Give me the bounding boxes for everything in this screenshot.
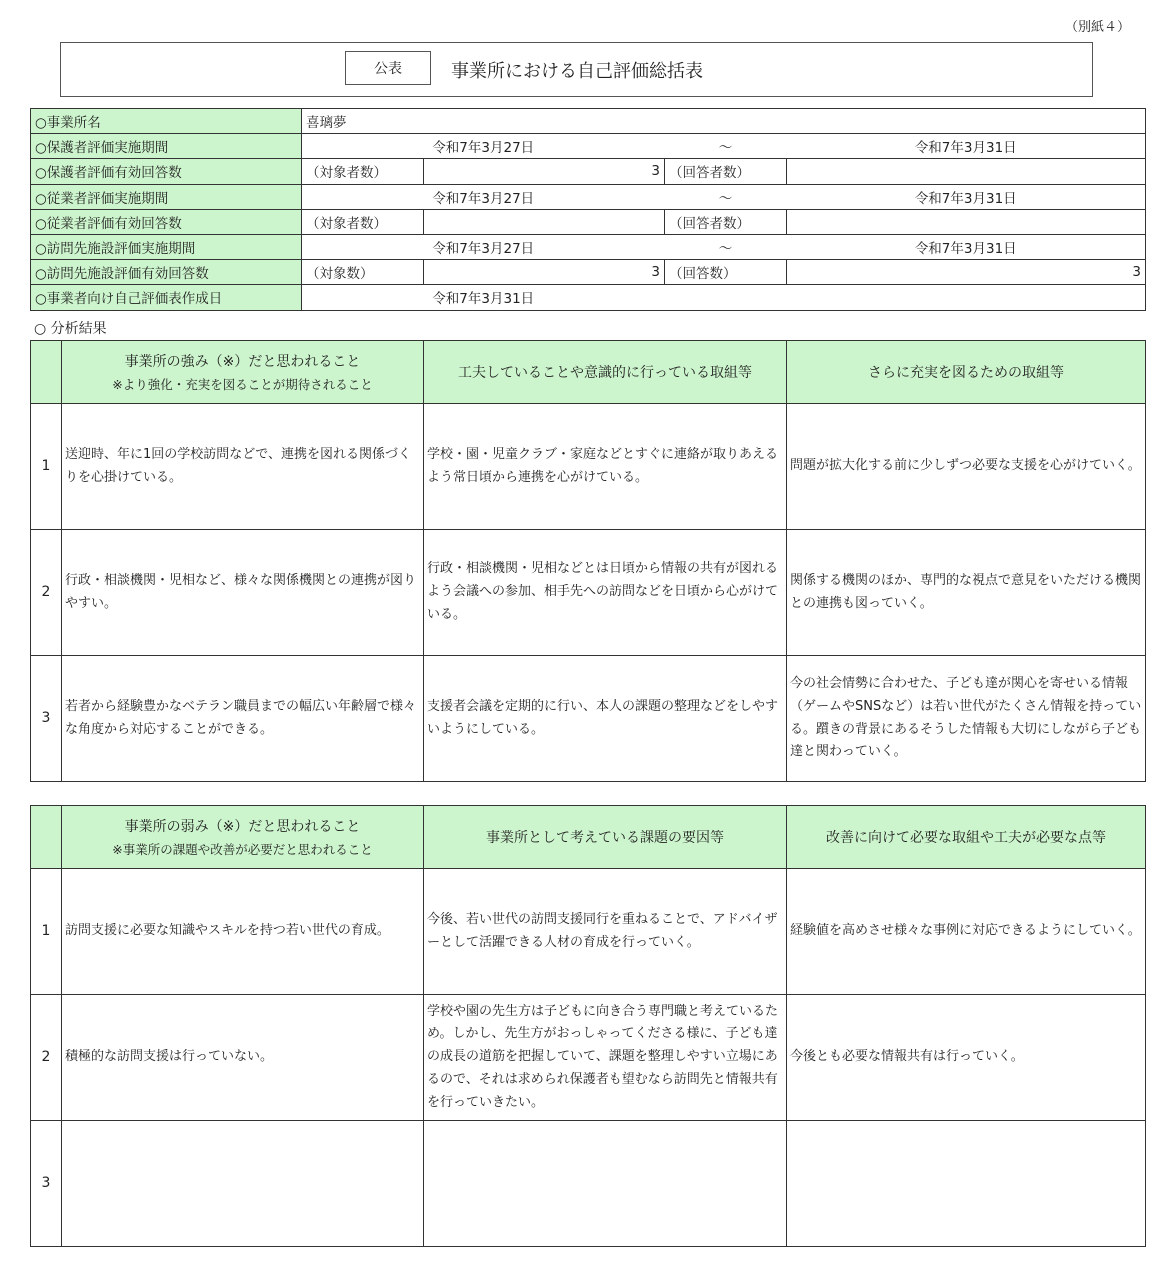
title-box: [60, 42, 1093, 97]
facility-info-table: [30, 108, 1146, 311]
improvement-cell: 今後とも必要な情報共有は行っていく。: [787, 995, 1146, 1121]
page-title: 事業所における自己評価総括表: [451, 61, 703, 82]
strengths-header-col3: さらに充実を図るための取組等: [787, 341, 1146, 404]
strength-cell: 行政・相談機関・児相など、様々な関係機関との連携が図りやすい。: [62, 530, 424, 656]
strengths-table: [30, 340, 1146, 782]
weaknesses-header-col1-title: 事業所の弱み（※）だと思われること: [124, 819, 361, 835]
info-row-created: [31, 285, 1146, 310]
staff-target-value: [424, 209, 665, 234]
guardian-period-end: 令和7年3月31日: [787, 134, 1146, 159]
strengths-header-col2: 工夫していることや意識的に行っている取組等: [424, 341, 787, 404]
table-row: [31, 530, 1146, 656]
facility-name-value: 喜璃夢: [302, 109, 1146, 134]
enhancement-cell: 関係する機関のほか、専門的な視点で意見をいただける機関との連携も図っていく。: [787, 530, 1146, 656]
staff-period-separator: ～: [665, 184, 787, 209]
info-row-guardian-period: [31, 134, 1146, 159]
strengths-header-row: [31, 341, 1146, 404]
row-number: 3: [31, 656, 62, 782]
strength-cell: 若者から経験豊かなベテラン職員までの幅広い年齢層で様々な角度から対応することができる。: [62, 656, 424, 782]
guardian-target-value: 3: [424, 159, 665, 184]
weaknesses-header-col1: [62, 806, 424, 869]
row-number: 1: [31, 404, 62, 530]
weakness-cell: 訪問支援に必要な知識やスキルを持つ若い世代の育成。: [62, 869, 424, 995]
cause-cell: 今後、若い世代の訪問支援同行を重ねることで、アドバイザーとして活躍できる人材の育成を行っていく。: [424, 869, 787, 995]
table-row: [31, 656, 1146, 782]
staff-period-label: ○従業者評価実施期間: [31, 184, 302, 209]
guardian-period-start: 令和7年3月27日: [302, 134, 665, 159]
visit-answer-value: 3: [787, 260, 1146, 285]
weaknesses-header-col2: 事業所として考えている課題の要因等: [424, 806, 787, 869]
table-row: [31, 869, 1146, 995]
row-number: 3: [31, 1121, 62, 1247]
weaknesses-table: [30, 805, 1146, 1247]
info-row-visit-responses: [31, 260, 1146, 285]
guardian-responses-label: ○保護者評価有効回答数: [31, 159, 302, 184]
effort-cell: 学校・園・児童クラブ・家庭などとすぐに連絡が取りあえるよう常日頃から連携を心がけている。: [424, 404, 787, 530]
cause-cell: [424, 1121, 787, 1247]
info-row-staff-responses: [31, 209, 1146, 234]
visit-period-separator: ～: [665, 234, 787, 259]
staff-target-label: （対象者数）: [302, 209, 424, 234]
analysis-section-label: ○ 分析結果: [34, 321, 107, 337]
staff-answer-label: （回答者数）: [665, 209, 787, 234]
improvement-cell: 経験値を高めさせ様々な事例に対応できるようにしていく。: [787, 869, 1146, 995]
effort-cell: 支援者会議を定期的に行い、本人の課題の整理などをしやすいようにしている。: [424, 656, 787, 782]
guardian-target-label: （対象者数）: [302, 159, 424, 184]
weaknesses-header-row: [31, 806, 1146, 869]
created-date-blank: [665, 285, 1146, 310]
guardian-period-separator: ～: [665, 134, 787, 159]
guardian-period-label: ○保護者評価実施期間: [31, 134, 302, 159]
table-row: [31, 1121, 1146, 1247]
visit-responses-label: ○訪問先施設評価有効回答数: [31, 260, 302, 285]
strength-cell: 送迎時、年に1回の学校訪問などで、連携を図れる関係づくりを心掛けている。: [62, 404, 424, 530]
info-row-staff-period: [31, 184, 1146, 209]
visit-period-end: 令和7年3月31日: [787, 234, 1146, 259]
table-row: [31, 404, 1146, 530]
effort-cell: 行政・相談機関・児相などとは日頃から情報の共有が図れるよう会議への参加、相手先への訪問などを日頃から心がけている。: [424, 530, 787, 656]
visit-period-start: 令和7年3月27日: [302, 234, 665, 259]
guardian-answer-label: （回答者数）: [665, 159, 787, 184]
staff-period-end: 令和7年3月31日: [787, 184, 1146, 209]
info-row-visit-period: [31, 234, 1146, 259]
staff-period-start: 令和7年3月27日: [302, 184, 665, 209]
enhancement-cell: 問題が拡大化する前に少しずつ必要な支援を心がけていく。: [787, 404, 1146, 530]
weaknesses-header-col3: 改善に向けて必要な取組や工夫が必要な点等: [787, 806, 1146, 869]
weaknesses-header-col1-sub: ※事業所の課題や改善が必要だと思われること: [112, 842, 373, 857]
strengths-header-col1-sub: ※より強化・充実を図ることが期待されること: [112, 377, 373, 392]
strengths-header-col1-title: 事業所の強み（※）だと思われること: [124, 354, 361, 370]
info-row-facility: [31, 109, 1146, 134]
cause-cell: 学校や園の先生方は子どもに向き合う専門職と考えているため。しかし、先生方がおっしゃってくださる様に、子ども達の成長の道筋を把握していて、課題を整理しやすい立場にあるので、それは求められ保護者も望むなら訪問先と情報共有を行っていきたい。: [424, 995, 787, 1121]
guardian-answer-value: [787, 159, 1146, 184]
weakness-cell: [62, 1121, 424, 1247]
visit-period-label: ○訪問先施設評価実施期間: [31, 234, 302, 259]
public-badge: 公表: [345, 51, 431, 85]
row-number: 2: [31, 995, 62, 1121]
visit-target-label: （対象数）: [302, 260, 424, 285]
info-row-guardian-responses: [31, 159, 1146, 184]
created-date-label: ○事業者向け自己評価表作成日: [31, 285, 302, 310]
strengths-header-num: [31, 341, 62, 404]
visit-target-value: 3: [424, 260, 665, 285]
created-date-value: 令和7年3月31日: [302, 285, 665, 310]
improvement-cell: [787, 1121, 1146, 1247]
enhancement-cell: 今の社会情勢に合わせた、子ども達が関心を寄せいる情報（ゲームやSNSなど）は若い世代がたくさん情報を持っている。躓きの背景にあるそうした情報も大切にしながら子ども達と関わっていく。: [787, 656, 1146, 782]
table-row: [31, 995, 1146, 1121]
staff-responses-label: ○従業者評価有効回答数: [31, 209, 302, 234]
facility-name-label: ○事業所名: [31, 109, 302, 134]
strengths-header-col1: [62, 341, 424, 404]
appendix-label: （別紙４）: [1064, 20, 1130, 35]
weakness-cell: 積極的な訪問支援は行っていない。: [62, 995, 424, 1121]
weaknesses-header-num: [31, 806, 62, 869]
visit-answer-label: （回答数）: [665, 260, 787, 285]
row-number: 1: [31, 869, 62, 995]
staff-answer-value: [787, 209, 1146, 234]
row-number: 2: [31, 530, 62, 656]
